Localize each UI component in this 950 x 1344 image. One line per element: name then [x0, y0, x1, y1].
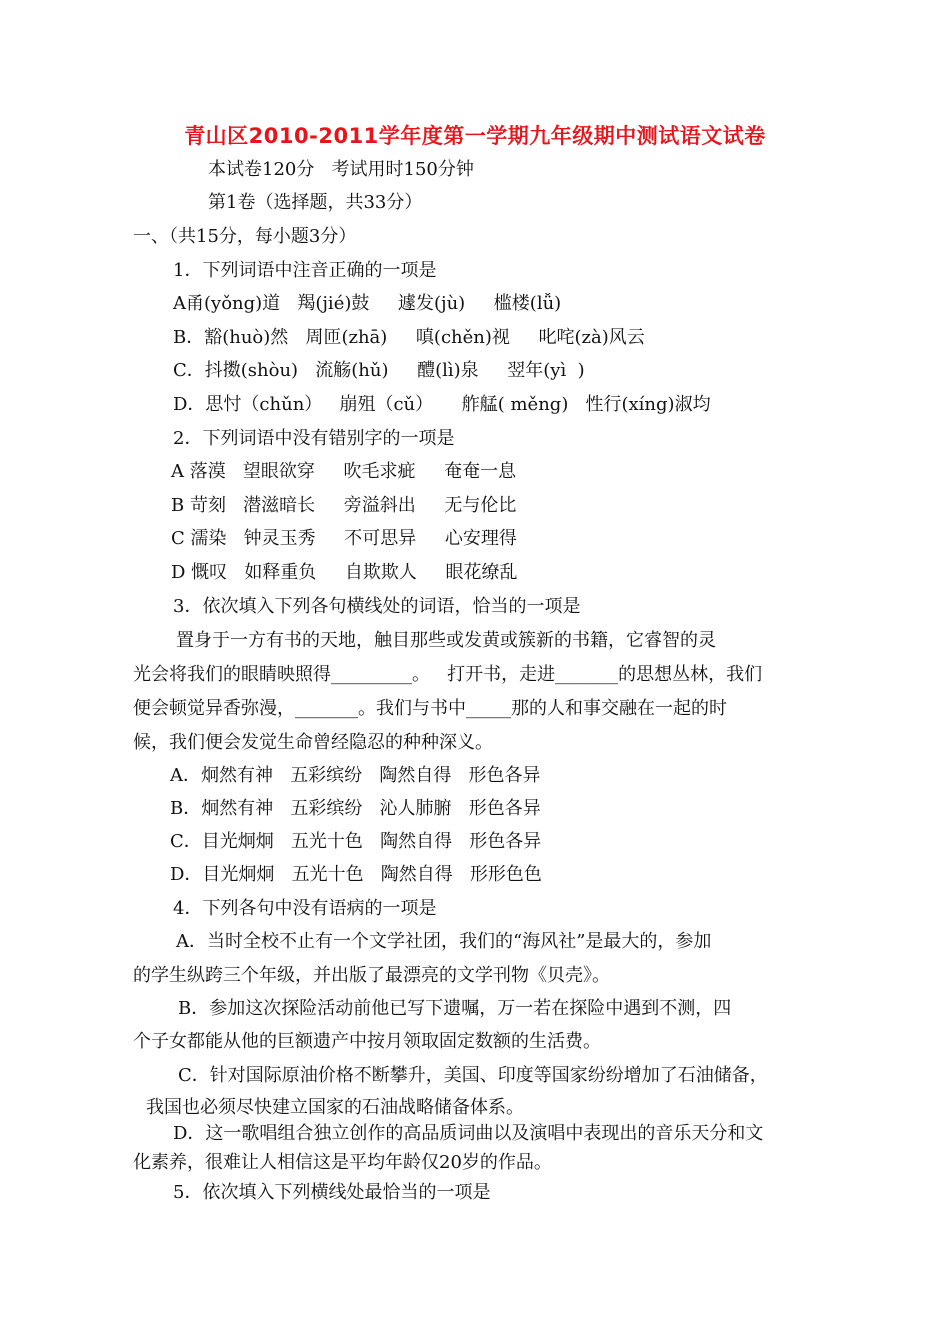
q4-option-b-line-1: B．参加这次探险活动前他已写下遗嘱，万一若在探险中遇到不测，四	[178, 998, 732, 1019]
q4-option-a-line-1: A．当时全校不止有一个文学社团，我们的“海风社”是最大的，参加	[176, 931, 712, 952]
q2-option-d: D 慨叹 如释重负 自欺欺人 眼花缭乱	[171, 562, 518, 583]
q4-option-d-line-1: D．这一歌唱组合独立创作的高品质词曲以及演唱中表现出的音乐天分和文	[173, 1123, 764, 1144]
exam-title: 青山区2010-2011学年度第一学期九年级期中测试语文试卷	[184, 124, 766, 148]
q3-passage-line-2: 光会将我们的眼睛映照得_________。 打开书，走进_______的思想丛林，我们	[133, 664, 763, 685]
q2-option-c: C 濡染 钟灵玉秀 不可思异 心安理得	[171, 528, 517, 549]
q3-option-a: A．炯然有神 五彩缤纷 陶然自得 形色各异	[170, 765, 541, 786]
q4-option-c-line-2: 我国也必须尽快建立国家的石油战略储备体系。	[146, 1097, 524, 1118]
question-4: 4．下列各句中没有语病的一项是	[173, 898, 437, 919]
q3-passage-line-1: 置身于一方有书的天地，触目那些或发黄或簇新的书籍，它睿智的灵	[176, 630, 716, 651]
q4-option-b-line-2: 个子女都能从他的巨额遗产中按月领取固定数额的生活费。	[133, 1031, 601, 1052]
q3-passage-line-4: 候，我们便会发觉生命曾经隐忍的种种深义。	[133, 732, 493, 753]
q4-option-d-line-2: 化素养，很难让人相信这是平均年龄仅20岁的作品。	[133, 1152, 552, 1173]
question-3: 3．依次填入下列各句横线处的词语，恰当的一项是	[173, 596, 581, 617]
question-1: 1．下列词语中注音正确的一项是	[173, 260, 437, 281]
q1-option-c: C．抖擞(shòu) 流觞(hǔ) 醴(lì)泉 翌年(yì )	[173, 360, 585, 381]
q3-option-c: C．目光炯炯 五光十色 陶然自得 形色各异	[170, 831, 542, 852]
q2-option-a: A 落漠 望眼欲穿 吹毛求疵 奄奄一息	[171, 461, 517, 482]
q3-passage-line-3: 便会顿觉异香弥漫，_______。我们与书中_____那的人和事交融在一起的时	[133, 698, 727, 719]
q1-option-d: D．思忖（chǔn） 崩殂（cǔ） 舴艋( měng) 性行(xíng)淑均	[173, 394, 711, 415]
volume-heading: 第1卷（选择题，共33分）	[208, 192, 423, 213]
q3-option-b: B．炯然有神 五彩缤纷 沁人肺腑 形色各异	[170, 798, 541, 819]
question-2: 2．下列词语中没有错别字的一项是	[173, 428, 455, 449]
q4-option-a-line-2: 的学生纵跨三个年级，并出版了最漂亮的文学刊物《贝壳》。	[133, 965, 610, 986]
q1-option-b: B．豁(huò)然 周匝(zhā) 嗔(chěn)视 叱咤(zà)风云	[173, 327, 645, 348]
question-5: 5．依次填入下列横线处最恰当的一项是	[173, 1182, 491, 1203]
exam-info: 本试卷120分 考试用时150分钟	[208, 159, 474, 180]
q2-option-b: B 苛刻 潜滋暗长 旁溢斜出 无与伦比	[171, 495, 517, 516]
q1-option-a: A甬(yǒng)道 羯(jié)鼓 遽发(jù) 槛楼(lǚ)	[173, 293, 562, 314]
section-heading: 一、（共15分，每小题3分）	[133, 226, 357, 247]
q3-option-d: D．目光炯炯 五光十色 陶然自得 形形色色	[170, 864, 542, 885]
q4-option-c-line-1: C．针对国际原油价格不断攀升，美国、印度等国家纷纷增加了石油储备，	[178, 1065, 768, 1086]
